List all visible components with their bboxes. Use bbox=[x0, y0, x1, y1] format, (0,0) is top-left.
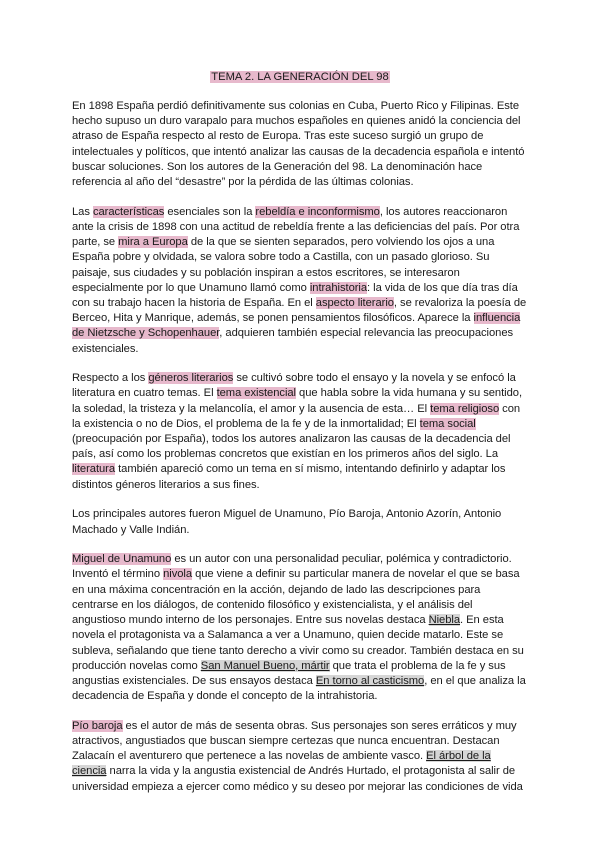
text-run: es un autor con una personalidad peculiar, polémica y contradictorio. Inventó el término bbox=[72, 553, 512, 581]
text-run: Las bbox=[72, 205, 93, 218]
document-body bbox=[72, 99, 528, 795]
highlighted-term: nivola bbox=[163, 568, 193, 581]
text-run: . En esta novela el protagonista va a Salamanca a ver a Unamuno, quien decide matarlo. Este se subleva, señalando que tiene tanto derecho a vivir como su creador. También destaca en su producción novelas como bbox=[72, 614, 524, 672]
highlighted-term: características bbox=[92, 205, 165, 218]
paragraph-generos bbox=[72, 371, 528, 493]
text-run: se cultivó sobre todo el ensayo y la novela y se enfocó la literatura en cuatro temas. El bbox=[72, 372, 516, 400]
highlighted-term: literatura bbox=[72, 463, 116, 476]
text-run: es el autor de más de sesenta obras. Sus personajes son seres erráticos y muy atractivos, angustiados que buscan siempre certezas que nunca encuentran. Destacan Zalacaín el aventurero que pertenece a las novelas de ambiente vasco. bbox=[72, 719, 517, 763]
highlighted-term: rebeldía e inconformismo bbox=[255, 205, 380, 218]
text-run: con la existencia o no de Dios, el problema de la fe y de la inmortalidad; El bbox=[72, 402, 521, 430]
text-run: , se revaloriza la poesía de Berceo, Hita y Manrique, además, se ponen pensamientos filosóficos. Aparece la bbox=[72, 296, 527, 325]
highlighted-term: mira a Europa bbox=[118, 236, 188, 249]
highlighted-term: tema religioso bbox=[430, 402, 500, 415]
title-highlight: TEMA 2. LA GENERACIÓN DEL 98 bbox=[211, 71, 389, 83]
text-run: Los principales autores fueron Miguel de Unamuno, Pío Baroja, Antonio Azorín, Antonio Machado y Valle Indián. bbox=[72, 508, 502, 536]
highlighted-term: Miguel de Unamuno bbox=[72, 553, 172, 566]
paragraph-autores bbox=[72, 507, 528, 537]
text-run: , en el que analiza la decadencia de España y donde el concepto de la intrahistoria. bbox=[72, 674, 526, 703]
page-title bbox=[72, 70, 528, 85]
text-run: : la vida de los que día tras día con su trabajo hacen la historia de España. En el bbox=[72, 281, 518, 309]
text-run: Respecto a los bbox=[72, 372, 149, 385]
work-title: San Manuel Bueno, mártir bbox=[200, 659, 330, 672]
paragraph-baroja bbox=[72, 719, 528, 795]
text-run: narra la vida y la angustia existencial de Andrés Hurtado, el protagonista al salir de universidad empieza a ejercer como médico y su deseo por mejorar las condiciones de vida bbox=[72, 765, 523, 793]
paragraph-caracteristicas bbox=[72, 205, 528, 357]
text-run: también apareció como un tema en sí mismo, intentando definirlo y adaptar los distintos géneros literarios a sus fines. bbox=[72, 463, 506, 491]
text-run: que viene a definir su particular manera de novelar el que se basa en una máxima concentración en la acción, dejando de lado las descripciones para centrarse en los diálogos, de contenido filosófico y existencialista, y el análisis del angustioso mundo interno de los personajes. Entre sus novelas destaca bbox=[72, 568, 520, 627]
highlighted-term: Pío baroja bbox=[72, 719, 123, 732]
paragraph-unamuno bbox=[72, 552, 528, 704]
text-run: , adquieren también especial relevancia las preocupaciones existenciales. bbox=[72, 327, 514, 355]
highlighted-term: tema existencial bbox=[216, 387, 296, 400]
highlighted-term: aspecto literario bbox=[315, 296, 394, 309]
work-title: En torno al casticismo bbox=[315, 674, 425, 687]
text-run: esenciales son la bbox=[164, 205, 256, 218]
text-run: de la que se sienten separados, pero volviendo los ojos a una España pobre y olvidada, se valora sobre todo a Castilla, con un pasado glorioso. Su paisaje, sus ciudades y su población inspiran a estos escritores, se interesaron especialmente por lo que Unamuno llamó como bbox=[72, 236, 495, 294]
text-run: , los autores reaccionaron ante la crisis de 1898 con una actitud de rebeldía frente a las deficiencias del país. Por otra parte, se bbox=[72, 205, 520, 249]
paragraph-intro bbox=[72, 99, 528, 190]
work-title: El árbol de la ciencia bbox=[72, 750, 491, 778]
work-title: Niebla bbox=[428, 614, 461, 627]
text-run: que habla sobre la vida humana y su sentido, la soledad, la tristeza y la melancolía, el amor y la ausencia de esta… El bbox=[72, 387, 523, 415]
highlighted-term: intrahistoria bbox=[309, 281, 368, 294]
text-run: (preocupación por España), todos los autores analizaron las causas de la decadencia del país, así como los problemas concretos que existían en los primeros años del siglo. La bbox=[72, 433, 511, 461]
text-run: En 1898 España perdió definitivamente sus colonias en Cuba, Puerto Rico y Filipinas. Este hecho supuso un duro varapalo para muchos españoles en quienes anidó la conciencia del atraso de España respecto al resto de Europa. Tras este suceso surgió un grupo de intelectuales y políticos, que intentó analizar las causas de la decadencia española e intentó buscar soluciones. Son los autores de la Generación del 98. La denominación hace referencia al año del “desastre” por la pérdida de las últimas colonias. bbox=[72, 100, 525, 189]
highlighted-term: influencia de Nietzsche y Schopenhauer bbox=[72, 312, 521, 340]
highlighted-term: tema social bbox=[419, 417, 476, 430]
highlighted-term: géneros literarios bbox=[148, 372, 234, 385]
text-run: que trata el problema de la fe y sus angustias existenciales. De sus ensayos destaca bbox=[72, 659, 506, 687]
